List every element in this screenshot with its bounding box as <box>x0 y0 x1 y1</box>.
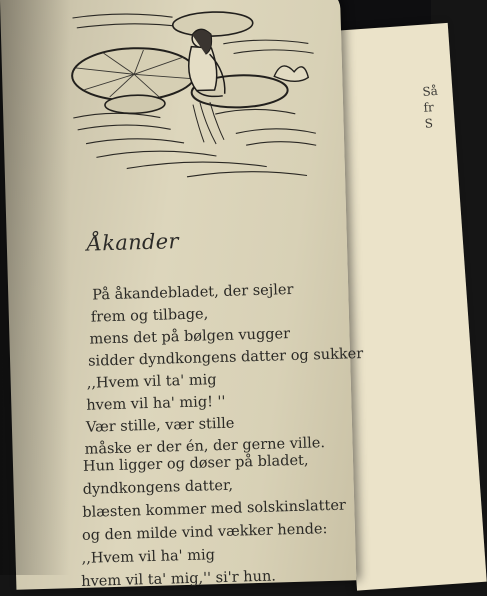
poem-line: ,,Hvem vil ha' mig <box>81 547 216 567</box>
next-page-fragment: fr <box>423 100 435 115</box>
poem-line: mens det på bølgen vugger <box>89 326 291 348</box>
poem-line: ,,Hvem vil ta' mig <box>86 372 217 392</box>
poem-line: og den milde vind vækker hende: <box>81 521 328 544</box>
poem-line: Vær stille, vær stille <box>85 415 235 436</box>
poem-stanza <box>13 449 348 596</box>
poem-title: Åkander <box>86 229 180 256</box>
poem-stanza <box>8 277 366 463</box>
poem-line: blæsten kommer med solskinslatter <box>82 497 347 521</box>
poem-line: måske er der én, der gerne ville. <box>84 435 326 458</box>
poem-line: hvem vil ha' mig! '' <box>86 393 226 414</box>
next-page-fragment: S <box>424 116 434 131</box>
poem-line: På åkandebladet, der sejler <box>92 281 294 304</box>
next-page-fragment: Så <box>421 83 439 99</box>
water-lily-illustration <box>62 0 327 188</box>
poem-line: frem og tilbage, <box>90 306 209 326</box>
poem-line: hvem vil ta' mig,'' si'r hun. <box>81 568 277 590</box>
poem-line: dyndkongens datter, <box>82 477 234 498</box>
poem-line: sidder dyndkongens datter og sukker <box>87 346 364 370</box>
poem-line: Hun ligger og døser på bladet, <box>82 452 309 475</box>
